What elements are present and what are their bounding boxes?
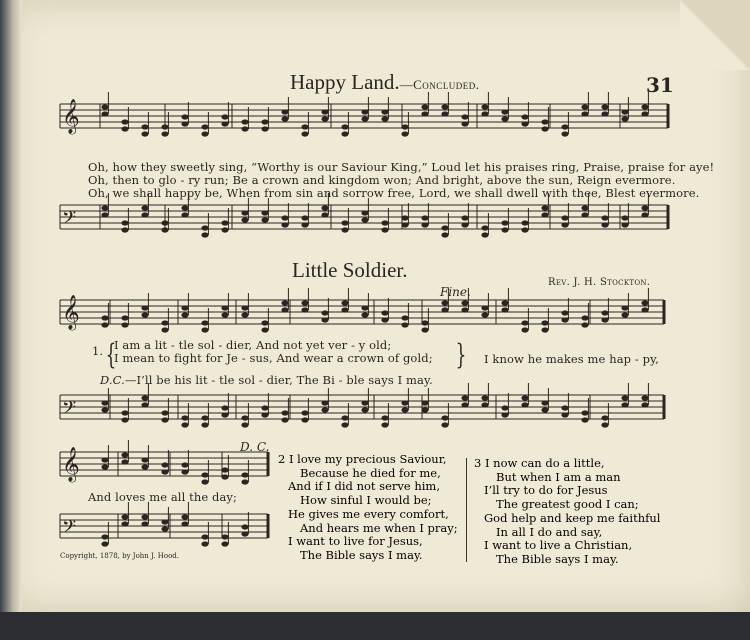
note-head [241,210,248,215]
note-head [461,215,468,220]
note-head [141,395,148,400]
note-head [521,121,528,126]
note-head [121,322,128,327]
note-head [101,407,108,412]
note-head [281,307,288,312]
note-head [561,310,568,315]
note-head [601,111,608,116]
note-head [221,541,228,546]
note-head [181,121,188,126]
note-head [241,524,248,529]
note-head [281,116,288,121]
note-head [561,215,568,220]
note-head [181,212,188,217]
note-head [461,402,468,407]
note-head [141,212,148,217]
note-head [161,327,168,332]
note-head [161,320,168,325]
note-head [641,104,648,109]
note-head [501,227,508,232]
note-head [241,422,248,427]
note-head [481,305,488,310]
note-head [601,104,608,109]
note-head [181,312,188,317]
note-head [361,400,368,405]
note-head [421,111,428,116]
verse-number: 1. [92,344,104,358]
note-head [221,534,228,539]
note-head [181,469,188,474]
note-head [281,109,288,114]
note-head [221,467,228,472]
note-head [221,305,228,310]
note-head [281,417,288,422]
note-head [141,205,148,210]
note-head [461,307,468,312]
note-head [301,124,308,129]
note-head [181,462,188,467]
note-head [621,222,628,227]
note-head [501,116,508,121]
note-head [121,410,128,415]
note-head [401,400,408,405]
note-head [321,407,328,412]
note-head [101,212,108,217]
note-head [361,210,368,215]
note-head [101,111,108,116]
note-head [201,232,208,237]
lyric-line-3: Oh, we shall happy be, When from sin and sorrow free, Lord, we shall dwell with thee, Blest evermore. [88,186,700,200]
note-head [121,126,128,131]
note-head [621,116,628,121]
note-head [341,300,348,305]
note-head [601,310,608,315]
note-head [241,531,248,536]
note-head [261,217,268,222]
bass-clef: 𝄢 [62,517,77,542]
lyric-line-2: Oh, then to glo - ry run; Be a crown and kingdom won; And bright, above the sun, Reign evermore. [88,173,676,187]
note-head [581,315,588,320]
note-head [161,220,168,225]
note-head [161,410,168,415]
note-head [321,400,328,405]
note-head [461,395,468,400]
note-head [421,320,428,325]
note-head [221,474,228,479]
note-head [441,307,448,312]
verse2-line: And if I did not serve him, [288,479,440,494]
note-head [581,212,588,217]
note-head [621,109,628,114]
note-head [201,131,208,136]
note-head [441,232,448,237]
note-head [201,327,208,332]
note-head [281,300,288,305]
note-head [201,534,208,539]
note-head [121,452,128,457]
note-head [221,405,228,410]
note-head [201,415,208,420]
note-head [201,124,208,129]
note-head [381,109,388,114]
note-head [121,315,128,320]
da-capo-marker: D. C. [240,440,270,454]
note-head [261,210,268,215]
note-head [481,104,488,109]
note-head [621,312,628,317]
note-head [641,402,648,407]
note-head [181,521,188,526]
note-head [441,422,448,427]
note-head [541,400,548,405]
note-head [481,232,488,237]
note-head [381,317,388,322]
note-head [361,407,368,412]
note-head [461,121,468,126]
note-head [121,459,128,464]
note-head [281,215,288,220]
verse2-line: Because he died for me, [300,465,441,480]
note-head [641,212,648,217]
note-head [281,222,288,227]
note-head [521,327,528,332]
note-head [441,415,448,420]
note-head [541,205,548,210]
note-head [141,124,148,129]
note-head [301,215,308,220]
note-head [501,405,508,410]
note-head [381,422,388,427]
note-head [581,410,588,415]
note-head [121,220,128,225]
note-head [561,317,568,322]
note-head [341,131,348,136]
note-head [201,472,208,477]
note-head [621,395,628,400]
verse-2 [278,453,458,563]
note-head [521,227,528,232]
fine-marker: Fine. [440,285,471,299]
note-head [101,400,108,405]
note-head [481,402,488,407]
note-head [121,119,128,124]
treble-clef: 𝄞 [62,447,80,482]
note-head [241,472,248,477]
verse1-line1: I am a lit - tle sol - dier, And not yet ver - y old; [114,338,392,352]
note-head [241,312,248,317]
note-head [561,124,568,129]
lyric-line-1: Oh, how they sweetly sing, “Worthy is our Saviour King,” Loud let his praises ring, Praise, praise for aye! [88,160,715,174]
note-head [101,104,108,109]
note-head [321,310,328,315]
note-head [621,305,628,310]
note-head [121,227,128,232]
note-head [181,305,188,310]
note-head [221,114,228,119]
note-head [501,307,508,312]
verse2-line: 2 I love my precious Saviour, [278,452,447,466]
note-head [421,400,428,405]
note-head [201,320,208,325]
note-head [361,109,368,114]
note-head [401,315,408,320]
note-head [301,307,308,312]
note-head [221,121,228,126]
note-head [101,205,108,210]
note-head [241,217,248,222]
note-head [261,119,268,124]
note-head [541,212,548,217]
note-head [541,320,548,325]
note-head [501,412,508,417]
note-head [581,322,588,327]
song-title-little-soldier: Little Soldier. [292,258,408,282]
note-head [161,227,168,232]
note-head [181,114,188,119]
note-head [441,111,448,116]
note-head [221,220,228,225]
verse2-line: He gives me every comfort, [288,506,449,521]
note-head [541,126,548,131]
note-head [601,222,608,227]
note-head [201,422,208,427]
treble-clef: 𝄞 [62,99,80,134]
note-head [561,412,568,417]
note-head [341,422,348,427]
note-head [561,405,568,410]
note-head [601,317,608,322]
note-head [341,220,348,225]
note-head [421,215,428,220]
note-head [381,116,388,121]
note-head [361,116,368,121]
note-head [261,412,268,417]
note-head [381,415,388,420]
note-head [381,220,388,225]
note-head [101,541,108,546]
note-head [161,469,168,474]
note-head [141,514,148,519]
note-head [401,407,408,412]
note-head [641,307,648,312]
note-head [241,415,248,420]
note-head [201,479,208,484]
verse3-line: In all I do and say, [496,524,603,539]
note-head [181,422,188,427]
dc-lyric-line: D.C.—I’ll be his lit - tle sol - dier, The Bi - ble says I may. [100,373,433,387]
verse-brace-left: { [105,338,117,371]
note-head [521,220,528,225]
note-head [221,312,228,317]
note-head [581,417,588,422]
note-head [341,227,348,232]
note-head [321,109,328,114]
note-head [241,126,248,131]
note-head [301,417,308,422]
verse3-line: The Bible says I may. [496,551,619,566]
note-head [401,322,408,327]
note-head [241,119,248,124]
note-head [101,534,108,539]
note-head [561,222,568,227]
note-head [541,407,548,412]
note-head [581,205,588,210]
note-head [601,422,608,427]
song-author: Rev. J. H. Stockton. [548,277,651,288]
verse2-line: I want to live for Jesus, [288,534,423,549]
note-head [521,114,528,119]
note-head [161,519,168,524]
note-head [181,514,188,519]
note-head [361,217,368,222]
note-head [301,131,308,136]
note-head [161,124,168,129]
verse1-line2: I mean to fight for Je - sus, And wear a crown of gold; [114,351,433,365]
ending-lyric: And loves me all the day; [88,490,238,504]
note-head [401,215,408,220]
note-head [521,402,528,407]
note-head [161,131,168,136]
note-head [341,124,348,129]
verse2-line: How sinful I would be; [300,493,432,508]
note-head [101,464,108,469]
note-head [401,222,408,227]
note-head [401,131,408,136]
note-head [321,212,328,217]
note-head [581,104,588,109]
note-head [421,222,428,227]
note-head [261,405,268,410]
note-head [621,215,628,220]
note-head [421,327,428,332]
verse3-line: I want to live a Christian, [484,538,633,553]
note-head [581,111,588,116]
verse-brace-right: } [455,338,467,371]
note-head [381,310,388,315]
note-head [101,315,108,320]
verse3-line: The greatest good I can; [496,497,639,512]
note-head [261,327,268,332]
note-head [361,312,368,317]
note-head [201,225,208,230]
note-head [641,205,648,210]
note-head [301,222,308,227]
bass-clef: 𝄢 [62,398,77,423]
note-head [561,131,568,136]
note-head [121,417,128,422]
copyright-notice: Copyright, 1878, by John J. Hood. [60,552,179,560]
note-head [421,407,428,412]
note-head [141,457,148,462]
page-number: 31 [646,73,674,97]
note-head [261,320,268,325]
note-head [321,317,328,322]
note-head [541,327,548,332]
note-head [381,227,388,232]
note-head [641,300,648,305]
note-head [481,395,488,400]
note-head [121,514,128,519]
note-head [141,305,148,310]
note-head [301,410,308,415]
note-head [141,402,148,407]
verse-divider [466,458,467,562]
note-head [441,104,448,109]
note-head [141,312,148,317]
verse3-line: God help and keep me faithful [484,510,661,525]
note-head [221,227,228,232]
note-head [601,215,608,220]
note-head [641,395,648,400]
note-head [301,300,308,305]
verse2-line: The Bible says I may. [300,547,423,562]
note-head [641,111,648,116]
note-head [181,205,188,210]
note-head [141,464,148,469]
note-head [341,307,348,312]
treble-clef: 𝄞 [62,295,80,330]
note-head [401,124,408,129]
verse3-line: 3 I now can do a little, [474,456,605,470]
note-head [321,116,328,121]
note-head [101,457,108,462]
note-head [501,109,508,114]
note-head [481,312,488,317]
note-head [421,104,428,109]
note-head [521,395,528,400]
note-head [461,114,468,119]
note-head [441,225,448,230]
bass-clef: 𝄢 [62,208,77,233]
verse3-line: But when I am a man [496,469,621,484]
verse3-line: I’ll try to do for Jesus [484,483,608,498]
note-head [141,131,148,136]
note-head [261,126,268,131]
note-head [281,410,288,415]
note-head [161,462,168,467]
verse1-continuation: I know he makes me hap - py, [484,352,659,366]
note-head [161,526,168,531]
note-head [601,415,608,420]
note-head [241,305,248,310]
note-head [501,220,508,225]
note-head [501,300,508,305]
note-head [481,111,488,116]
note-head [461,222,468,227]
note-head [121,521,128,526]
verse-3 [474,457,660,567]
note-head [621,402,628,407]
note-head [221,412,228,417]
note-head [541,119,548,124]
note-head [441,300,448,305]
verse2-line: And hears me when I pray; [300,520,458,535]
note-head [101,322,108,327]
note-head [161,417,168,422]
note-head [481,225,488,230]
note-head [201,541,208,546]
note-head [361,305,368,310]
note-head [461,300,468,305]
note-head [141,521,148,526]
note-head [521,320,528,325]
note-head [341,415,348,420]
note-head [241,479,248,484]
song-title-happy-land: Happy Land.—Concluded. [290,70,480,94]
note-head [181,415,188,420]
note-head [321,205,328,210]
